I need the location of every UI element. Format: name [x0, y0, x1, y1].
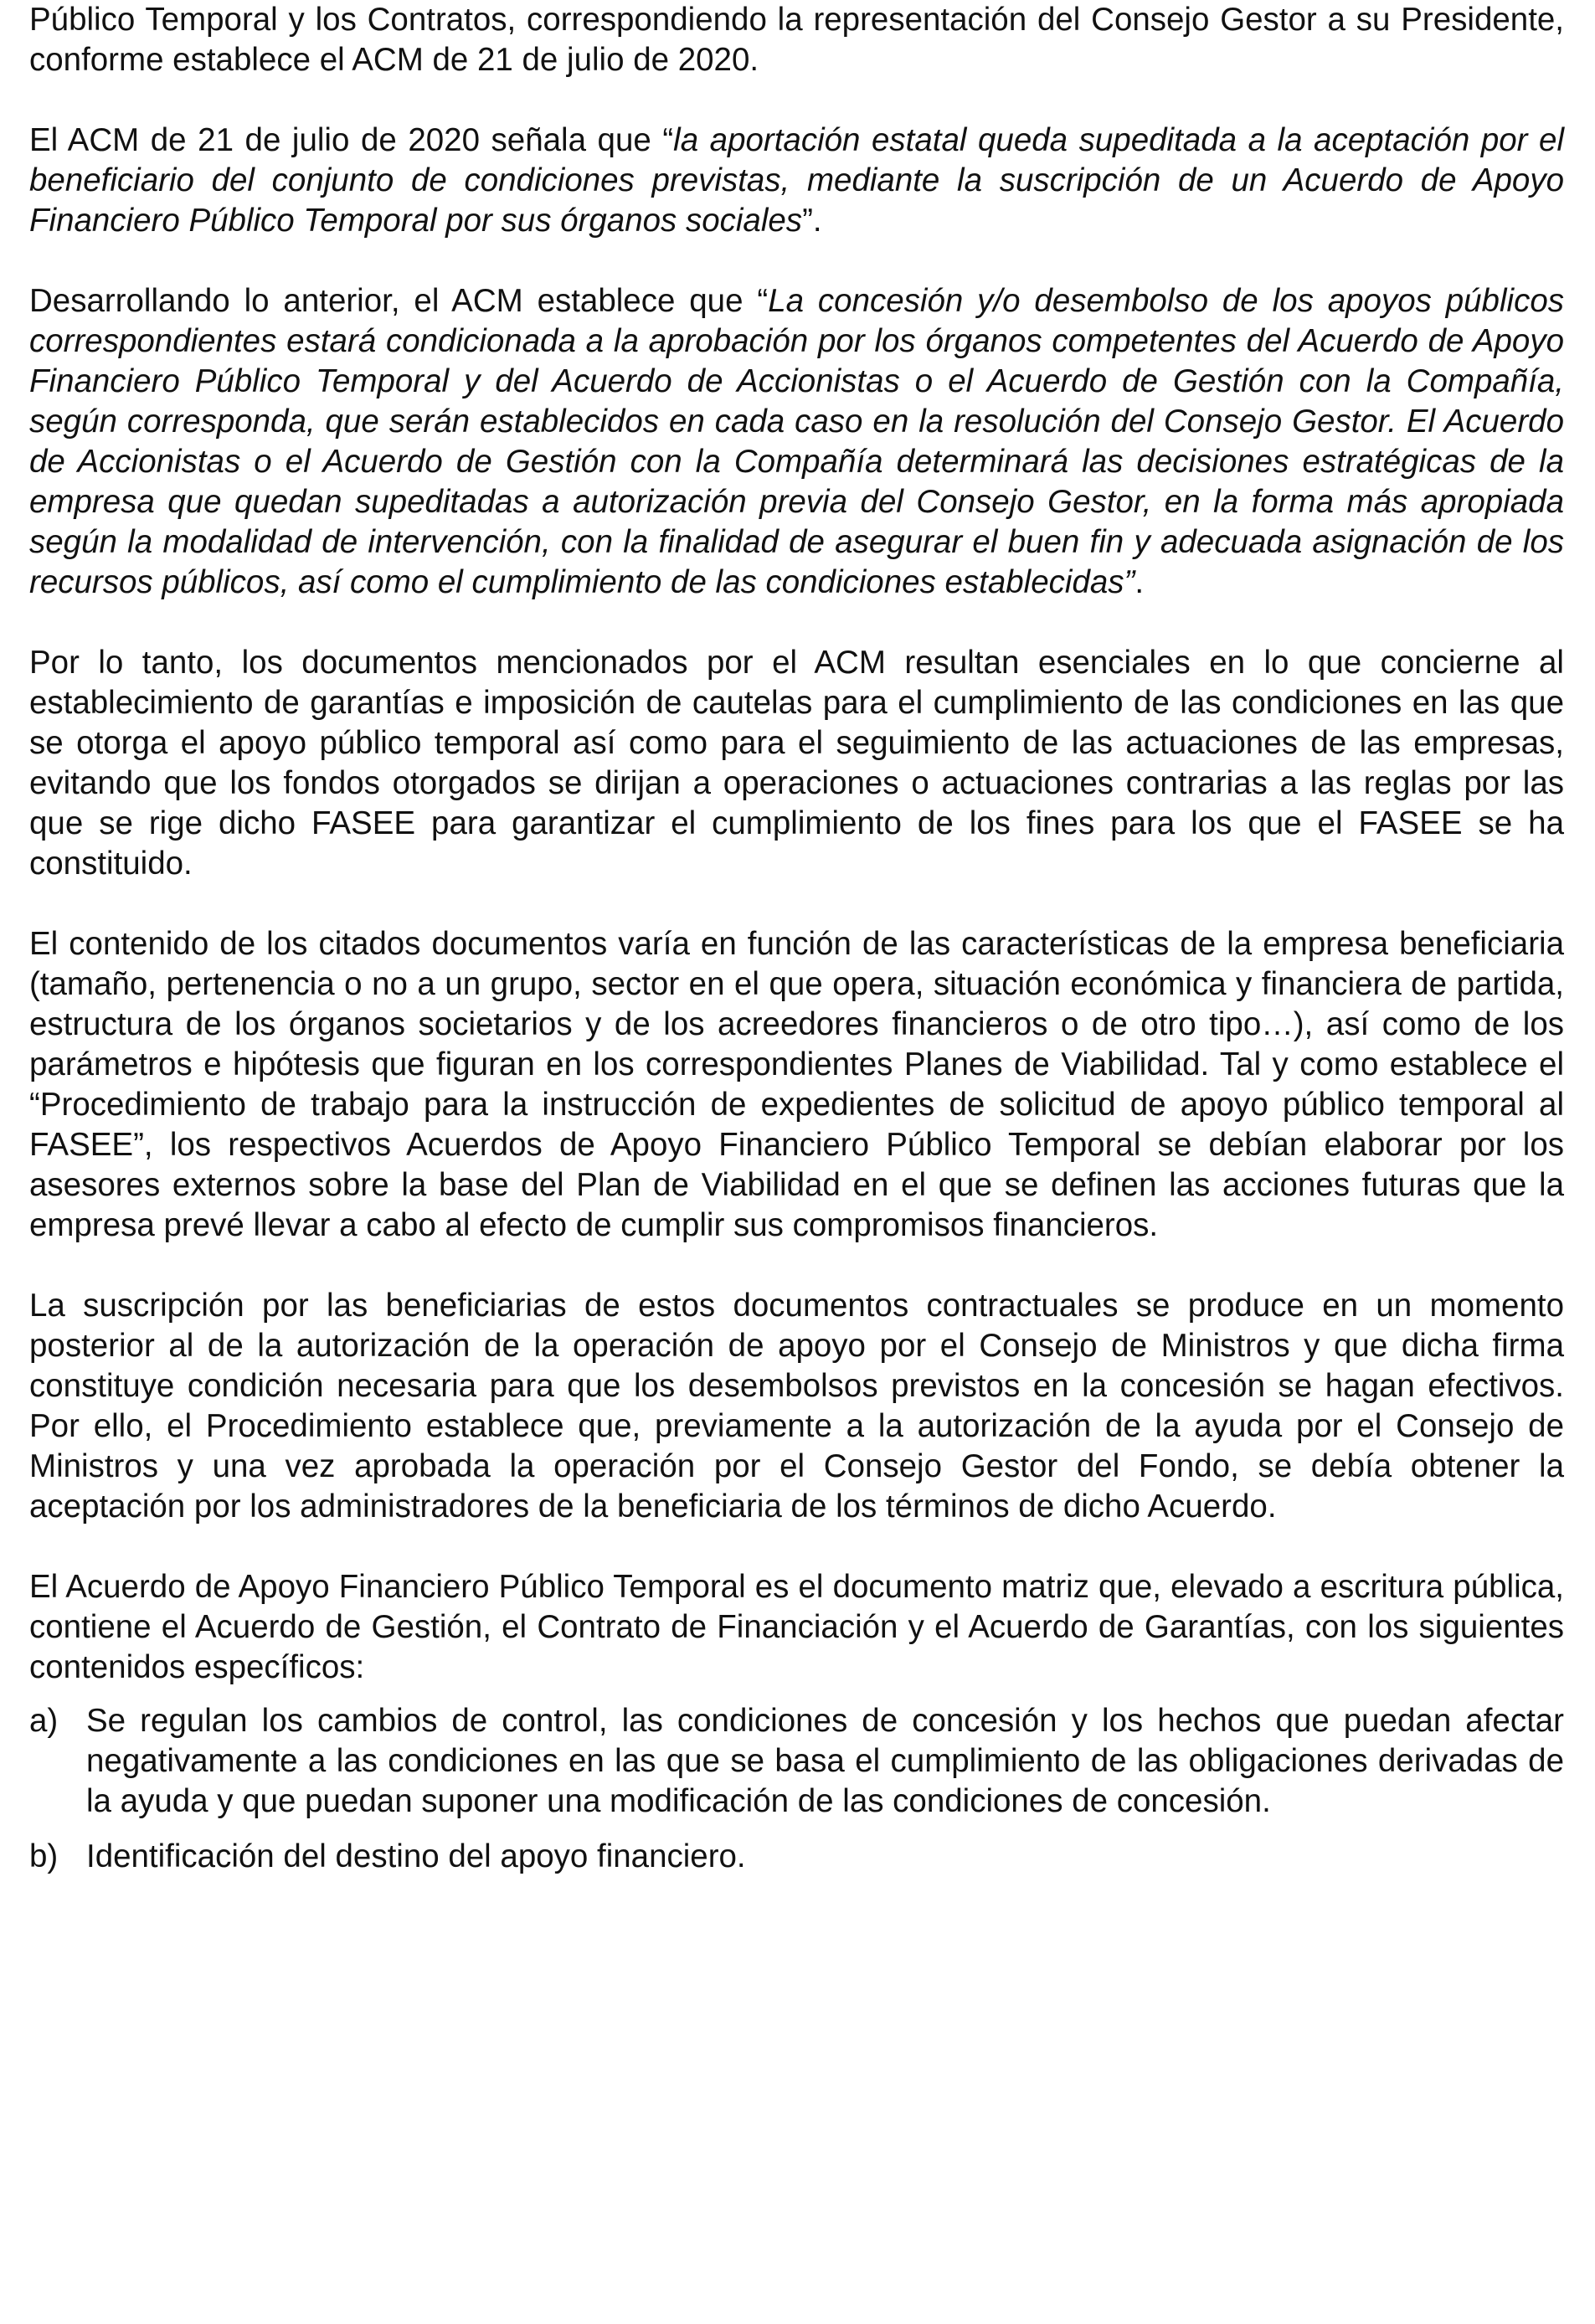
paragraph-7-text: El Acuerdo de Apoyo Financiero Público Temporal es el documento matriz que, elevado a escritura pública, contiene el Acuerdo de Gestión, el Contrato de Financiación y el Acuerdo de Garantías, con los siguientes contenidos específicos:: [29, 1569, 1564, 1685]
paragraph-2-tail: ”.: [802, 203, 822, 239]
paragraph-6: [29, 1286, 1564, 1527]
paragraph-2: [29, 121, 1564, 241]
paragraph-3: [29, 281, 1564, 603]
paragraph-4-text: Por lo tanto, los documentos mencionados por el ACM resultan esenciales en lo que concierne al establecimiento de garantías e imposición de cautelas para el cumplimiento de las condiciones en las que se otorga el apoyo público temporal así como para el seguimiento de las actuaciones de las empresas, evitando que los fondos otorgados se dirijan a operaciones o actuaciones contrarias a las reglas por las que se rige dicho FASEE para garantizar el cumplimiento de los fines para los que el FASEE se ha constituido.: [29, 645, 1564, 882]
document-page: [29, 0, 1564, 1892]
list-item-a: [29, 1701, 1564, 1822]
paragraph-2-quote: la aportación estatal queda supeditada a la aceptación por el beneficiario del conjunto de condiciones previstas, mediante la suscripción de un Acuerdo de Apoyo Financiero Público Temporal por sus órganos sociales: [29, 122, 1564, 239]
list-item-b-marker: b): [29, 1838, 59, 1874]
paragraph-2-lead: El ACM de 21 de julio de 2020 señala que “: [29, 122, 674, 158]
paragraph-5-text: El contenido de los citados documentos varía en función de las características de la empresa beneficiaria (tamaño, pertenencia o no a un grupo, sector en el que opera, situación económica y financiera de partida, estructura de los órganos societarios y de los acreedores financieros o de otro tipo…), así como de los parámetros e hipótesis que figuran en los correspondientes Planes de Viabilidad. Tal y como establece el “Procedimiento de trabajo para la instrucción de expedientes de solicitud de apoyo público temporal al FASEE”, los respectivos Acuerdos de Apoyo Financiero Público Temporal se debían elaborar por los asesores externos sobre la base del Plan de Viabilidad en el que se definen las acciones futuras que la empresa prevé llevar a cabo al efecto de cumplir sus compromisos financieros.: [29, 926, 1564, 1243]
list-item-a-text: Se regulan los cambios de control, las condiciones de concesión y los hechos que puedan afectar negativamente a las condiciones en las que se basa el cumplimiento de las obligaciones derivadas de la ayuda y que puedan suponer una modificación de las condiciones de concesión.: [86, 1703, 1564, 1819]
paragraph-3-lead: Desarrollando lo anterior, el ACM establece que “: [29, 283, 769, 319]
paragraph-5: [29, 924, 1564, 1246]
paragraph-7: [29, 1567, 1564, 1688]
paragraph-6-text: La suscripción por las beneficiarias de estos documentos contractuales se produce en un momento posterior al de la autorización de la operación de apoyo por el Consejo de Ministros y que dicha firma constituye condición necesaria para que los desembolsos previstos en la concesión se hagan efectivos. Por ello, el Procedimiento establece que, previamente a la autorización de la ayuda por el Consejo de Ministros y una vez aprobada la operación por el Consejo Gestor del Fondo, se debía obtener la aceptación por los administradores de la beneficiaria de los términos de dicho Acuerdo.: [29, 1288, 1564, 1524]
paragraph-1: [29, 0, 1564, 80]
content-list: [29, 1701, 1564, 1877]
list-item-b-text: Identificación del destino del apoyo financiero.: [86, 1838, 746, 1874]
paragraph-4: [29, 643, 1564, 884]
list-item-b: [29, 1837, 1564, 1877]
list-item-a-marker: a): [29, 1703, 59, 1739]
paragraph-3-quote: La concesión y/o desembolso de los apoyos públicos correspondientes estará condicionada a la aprobación por los órganos competentes del Acuerdo de Apoyo Financiero Público Temporal y del Acuerdo de Accionistas o el Acuerdo de Gestión con la Compañía, según corresponda, que serán establecidos en cada caso en la resolución del Consejo Gestor. El Acuerdo de Accionistas o el Acuerdo de Gestión con la Compañía determinará las decisiones estratégicas de la empresa que quedan supeditadas a autorización previa del Consejo Gestor, en la forma más apropiada según la modalidad de intervención, con la finalidad de asegurar el buen fin y adecuada asignación de los recursos públicos, así como el cumplimiento de las condiciones establecidas”: [29, 283, 1564, 600]
paragraph-1-text: Público Temporal y los Contratos, correspondiendo la representación del Consejo Gestor a su Presidente, conforme establece el ACM de 21 de julio de 2020.: [29, 2, 1564, 78]
paragraph-3-tail: .: [1135, 564, 1145, 600]
